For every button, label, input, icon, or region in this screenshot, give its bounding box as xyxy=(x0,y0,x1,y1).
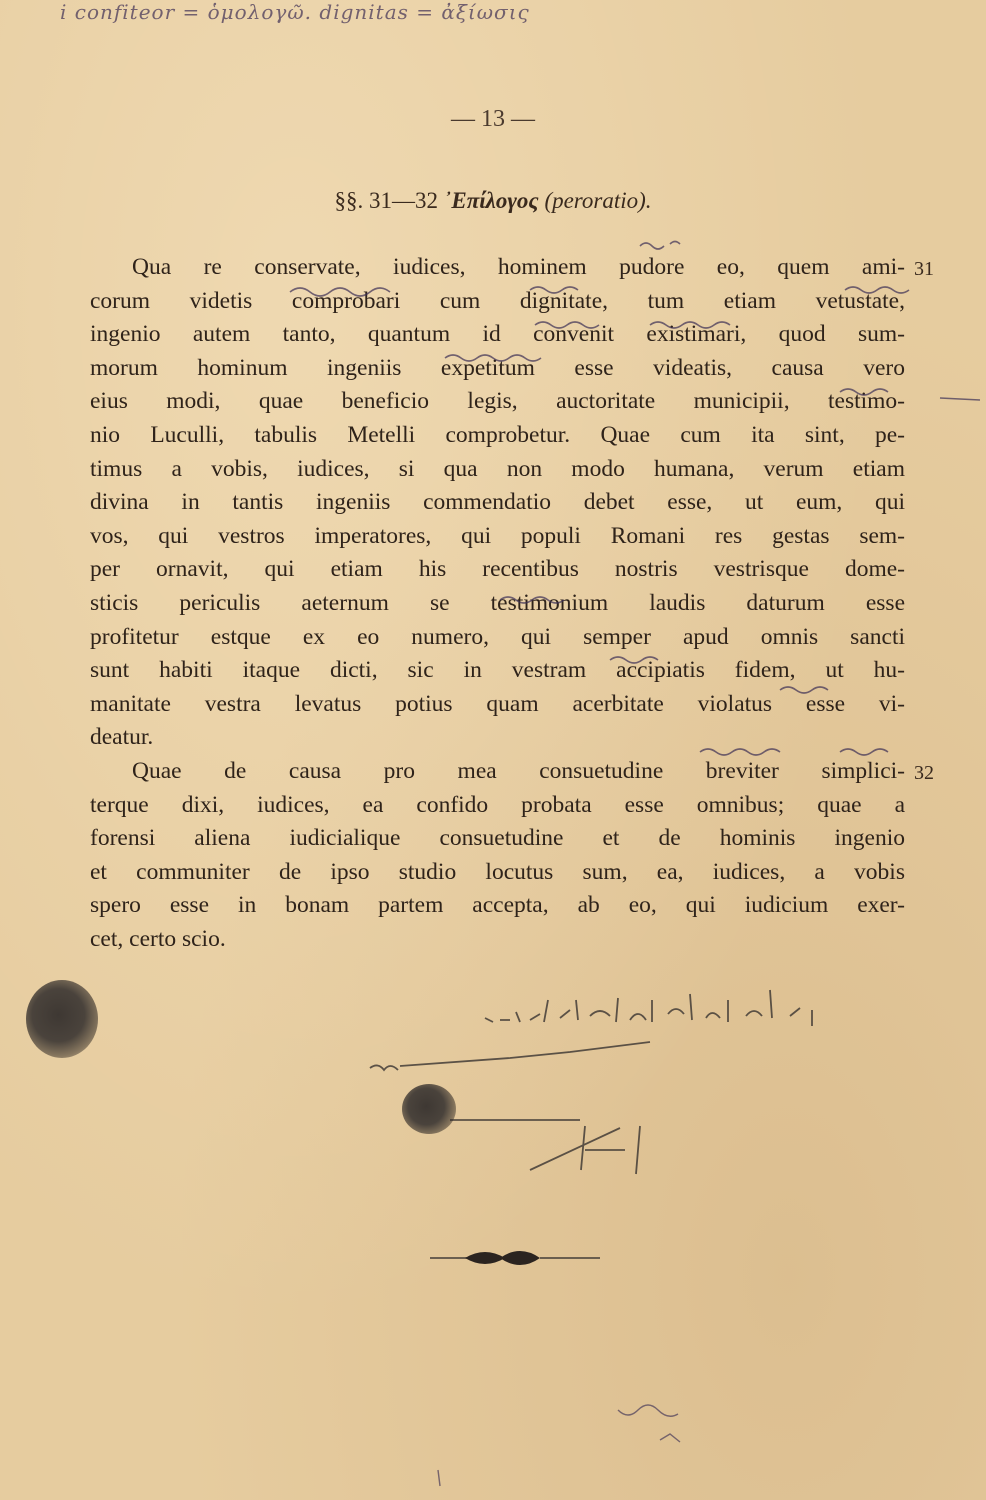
text-line: forensi aliena iudicialique consuetudine et de hominis ingenio xyxy=(90,825,905,852)
text-line: per ornavit, qui etiam his recentibus nostris vestrisque dome- xyxy=(90,556,905,583)
bottom-scribble xyxy=(370,990,812,1258)
text-line: deatur. xyxy=(90,724,154,751)
text-line: profitetur estque ex eo numero, qui semper apud omnis sancti xyxy=(90,623,905,650)
text-line: vos, qui vestros imperatores, qui populi Romani res gestas sem- xyxy=(90,522,905,549)
text-line: Qua re conservate, iudices, hominem pudore eo, quem ami- xyxy=(132,254,905,280)
text-line: manitate vestra levatus potius quam acerbitate violatus esse vi- xyxy=(90,690,905,717)
text-line: morum hominum ingeniis expetitum esse videatis, causa vero xyxy=(90,354,905,381)
text-line: ingenio autem tanto, quantum id convenit existimari, quod sum- xyxy=(90,321,905,348)
section-heading-prefix: §§. 31—32 xyxy=(334,188,444,213)
page-number: — 13 — xyxy=(451,106,535,132)
section-heading-greek: ᾿Επίλογος xyxy=(443,188,539,213)
text-line: terque dixi, iudices, ea confido probata esse omnibus; quae a xyxy=(90,791,905,818)
margin-number-31: 31 xyxy=(914,258,934,280)
text-line: nio Luculli, tabulis Metelli comprobetur. Quae cum ita sint, pe- xyxy=(90,421,905,448)
section-heading-latin: (peroratio). xyxy=(544,188,652,213)
text-line: cet, certo scio. xyxy=(90,925,226,952)
text-line: sunt habiti itaque dicti, sic in vestram accipiatis fidem, ut hu- xyxy=(90,657,905,684)
text-line: eius modi, quae beneficio legis, auctoritate municipii, testimo- xyxy=(90,388,905,415)
bottom-small-scribble xyxy=(438,1405,680,1486)
text-line: et communiter de ipso studio locutus sum, ea, iudices, a vobis xyxy=(90,858,905,885)
text-line: timus a vobis, iudices, si qua non modo humana, verum etiam xyxy=(90,455,905,482)
text-line: divina in tantis ingeniis commendatio debet esse, ut eum, qui xyxy=(90,489,905,516)
interlinear-gloss-marks xyxy=(290,242,980,756)
text-line: corum videtis comprobari cum dignitate, tum etiam vetustate, xyxy=(90,287,905,314)
text-line: sticis periculis aeternum se testimonium laudis daturum esse xyxy=(90,589,905,616)
handwritten-header-note: i confiteor = ὁμολογῶ. dignitas = ἀξίωσις xyxy=(60,0,530,24)
bottom-ornament xyxy=(465,1251,540,1265)
text-line: spero esse in bonam partem accepta, ab eo, qui iudicium exer- xyxy=(90,892,905,919)
margin-number-32: 32 xyxy=(914,762,934,784)
text-line: Quae de causa pro mea consuetudine breviter simplici- xyxy=(132,757,905,784)
